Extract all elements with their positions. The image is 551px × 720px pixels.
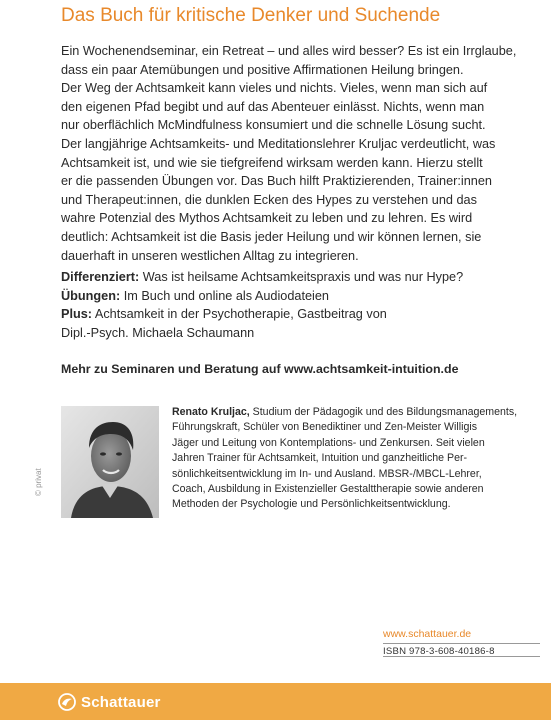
feature-plus-continued: Dipl.-Psych. Michaela Schaumann [61,325,255,340]
feature-plus [61,305,539,324]
blurb-line: den eigenen Pfad begibt und auf das Abenteuer einlässt. Nichts, wenn man [61,99,485,114]
feature-differenziert [61,268,539,287]
feature-list [61,268,539,342]
blurb-line: er die passenden Übungen vor. Das Buch hilft Praktizierenden, Trainer:innen [61,174,492,189]
blurb-line: dauerhaft in unseren westlichen Alltag zu integrieren. [61,248,359,263]
publisher-name: Schattauer [81,693,161,711]
blurb-line: Ein Wochenendseminar, ein Retreat – und alles wird besser? Es ist ein Irrglaube, [61,44,517,58]
bio-line-rest: Studium der Pädagogik und des Bildungsmanagements, [249,406,518,418]
bio-line: Methoden der Psychologie und Persönlichkeitsentwicklung. [172,498,451,511]
isbn: ISBN 978-3-608-40186-8 [383,646,495,657]
author-photo [61,406,159,518]
blurb-line: Der langjährige Achtsamkeits- und Meditationslehrer Kruljac verdeutlicht, was [61,136,496,151]
feature-text: Was ist heilsame Achtsamkeitspraxis und was nur Hype? [139,270,464,284]
photo-credit: © privat [34,468,43,496]
blurb-line: deutlich: Achtsamkeit ist die Basis jeder Heilung und wir können lernen, sie [61,229,482,244]
schattauer-logo-icon [58,693,76,711]
author-name: Renato Kruljac, [172,406,250,418]
more-info-link-text: Mehr zu Seminaren und Beratung auf www.achtsamkeit-intuition.de [61,362,459,376]
blurb-line: dass ein paar Atemübungen und positive Affirmationen Heilung bringen. [61,62,464,77]
bio-line: Jäger und Leitung von Kontemplations- und Zenkursen. Seit vielen [172,436,485,449]
blurb-line: Achtsamkeit ist, und wie sie tiefgreifend wirksam werden kann. Hierzu stellt [61,155,483,170]
feature-label: Plus: [61,307,93,322]
blurb-text [61,42,539,265]
headline: Das Buch für kritische Denker und Suchende [61,5,441,26]
feature-label: Übungen: [61,288,121,303]
blurb-line: Der Weg der Achtsamkeit kann vieles und nichts. Vieles, wenn man sich auf [61,81,488,96]
feature-text: Achtsamkeit in der Psychotherapie, Gastbeitrag von [92,307,387,322]
bio-line: Coach, Ausbildung in Existenzieller Gestalttherapie sowie anderen [172,483,484,496]
blurb-line: wahre Potenzial des Mythos Achtsamkeit zu leben und zu lehren. Es wird [61,211,473,226]
feature-text: Im Buch und online als Audiodateien [120,288,329,303]
bio-line: Jahren Trainer für Achtsamkeit, Intuition und ganzheitliche Per- [172,452,468,465]
bio-line [172,405,544,420]
publisher-url: www.schattauer.de [383,628,472,640]
feature-uebungen [61,287,539,306]
bio-line: Führungskraft, Schüler von Benediktiner und Zen-Meister Willigis [172,421,477,434]
blurb-line: und Therapeut:innen, die dunklen Ecken des Hypes zu verstehen und das [61,192,477,207]
publisher-logo [58,692,161,712]
author-bio [172,405,544,513]
feature-label: Differenziert: [61,270,140,284]
author-portrait-image [61,406,159,518]
bio-line: sönlichkeitsentwicklung im In- und Ausland. MBSR-/MBCL-Lehrer, [172,467,482,480]
blurb-line: nur oberflächlich McMindfulness konsumiert und die schnelle Lösung sucht. [61,118,486,133]
